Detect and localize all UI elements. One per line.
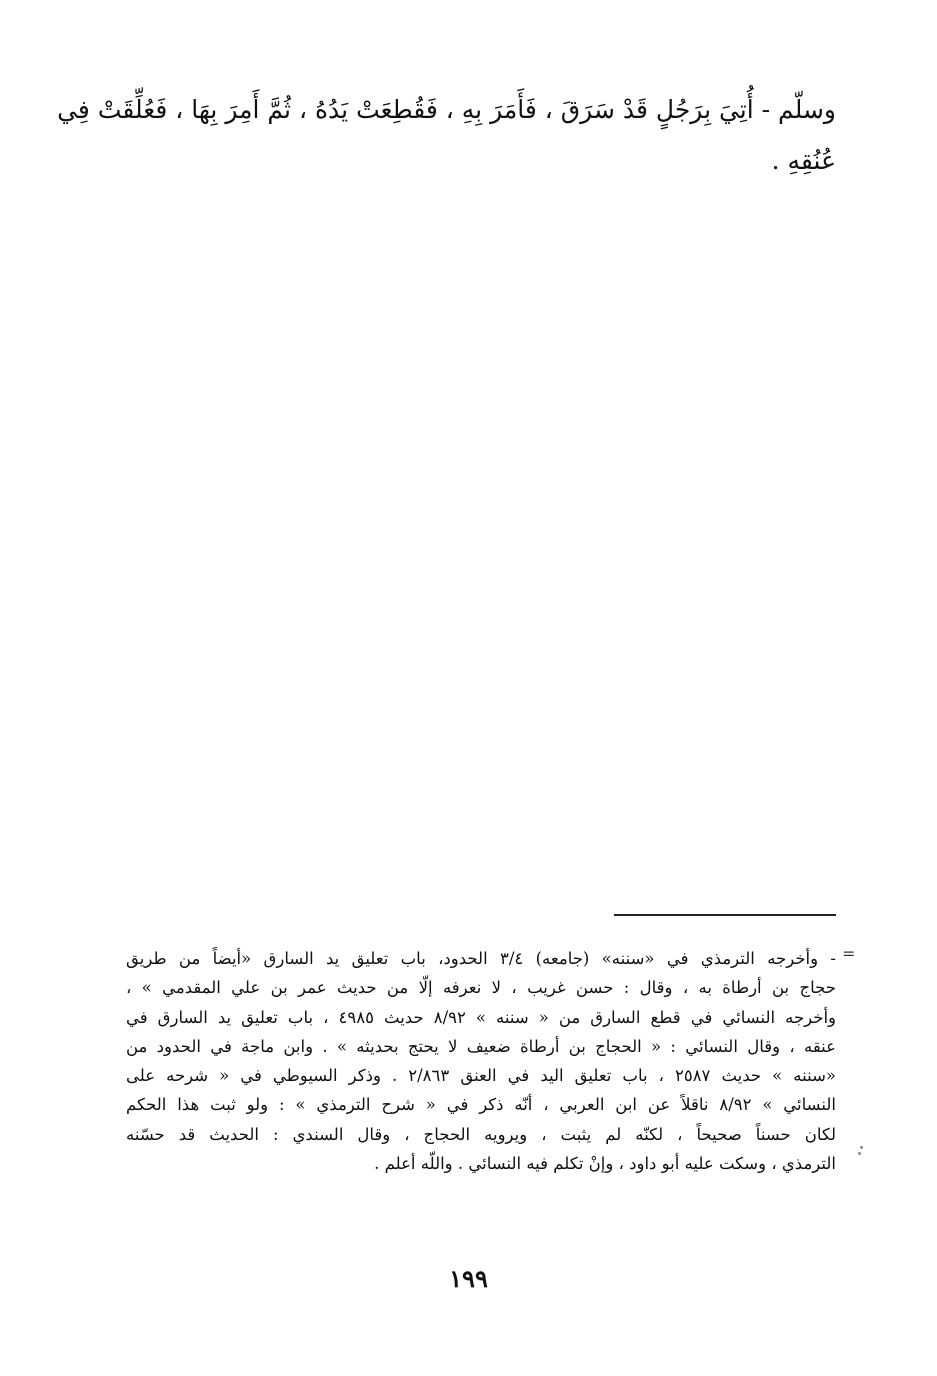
- main-text: [57, 84, 836, 186]
- footnote-line: لكان حسناً صحيحاً ، لكنّه لم يثبت ، ويرويه الحجاج ، وقال السندي : الحديث قد حسّنه: [126, 1124, 836, 1144]
- footnote-marker: =: [842, 944, 856, 963]
- main-text-line: عُنُقِهِ .: [771, 146, 836, 175]
- scan-speck: [858, 1152, 861, 1155]
- scan-speck: [860, 1146, 863, 1149]
- footnote-line: «سننه » حديث ٢٥٨٧ ، باب تعليق اليد في العنق ٢/٨٦٣ . وذكر السيوطي في « شرحه على: [126, 1066, 836, 1086]
- footnote-line: الترمذي ، وسكت عليه أبو داود ، وإنْ تكلم فيه النسائي . واللّه أعلم .: [374, 1154, 836, 1174]
- main-text-line: وسلّم - أُتِيَ بِرَجُلٍ قَدْ سَرَقَ ، فَأَمَرَ بِهِ ، فَقُطِعَتْ يَدُهُ ، ثُمَّ أَمِرَ بِهَا ، فَعُلِّقَتْ فِي: [57, 95, 836, 124]
- footnote-line: عنقه ، وقال النسائي : « الحجاج بن أرطاة ضعيف لا يحتج بحديثه » . وابن ماجة في الحدود من: [126, 1036, 836, 1056]
- footnote-text: [126, 944, 836, 1178]
- footnote-separator: [614, 914, 836, 916]
- footnote-line: وأخرجه النسائي في قطع السارق من « سننه » ٨/٩٢ حديث ٤٩٨٥ ، باب تعليق يد السارق في: [126, 1007, 836, 1027]
- footnote-line: حجاج بن أرطاة به ، وقال : حسن غريب ، لا نعرفه إلّا من حديث عمر بن علي المقدمي » ،: [126, 978, 836, 998]
- footnote-line: النسائي » ٨/٩٢ ناقلاً عن ابن العربي ، أنّه ذكر في « شرح الترمذي » : ولو ثبت هذا الحكم: [126, 1095, 836, 1115]
- page-number: ١٩٩: [449, 1264, 488, 1293]
- footnote-line: - وأخرجه الترمذي في «سننه» (جامعه) ٣/٤ الحدود، باب تعليق يد السارق «أيضاً من طريق: [126, 949, 836, 968]
